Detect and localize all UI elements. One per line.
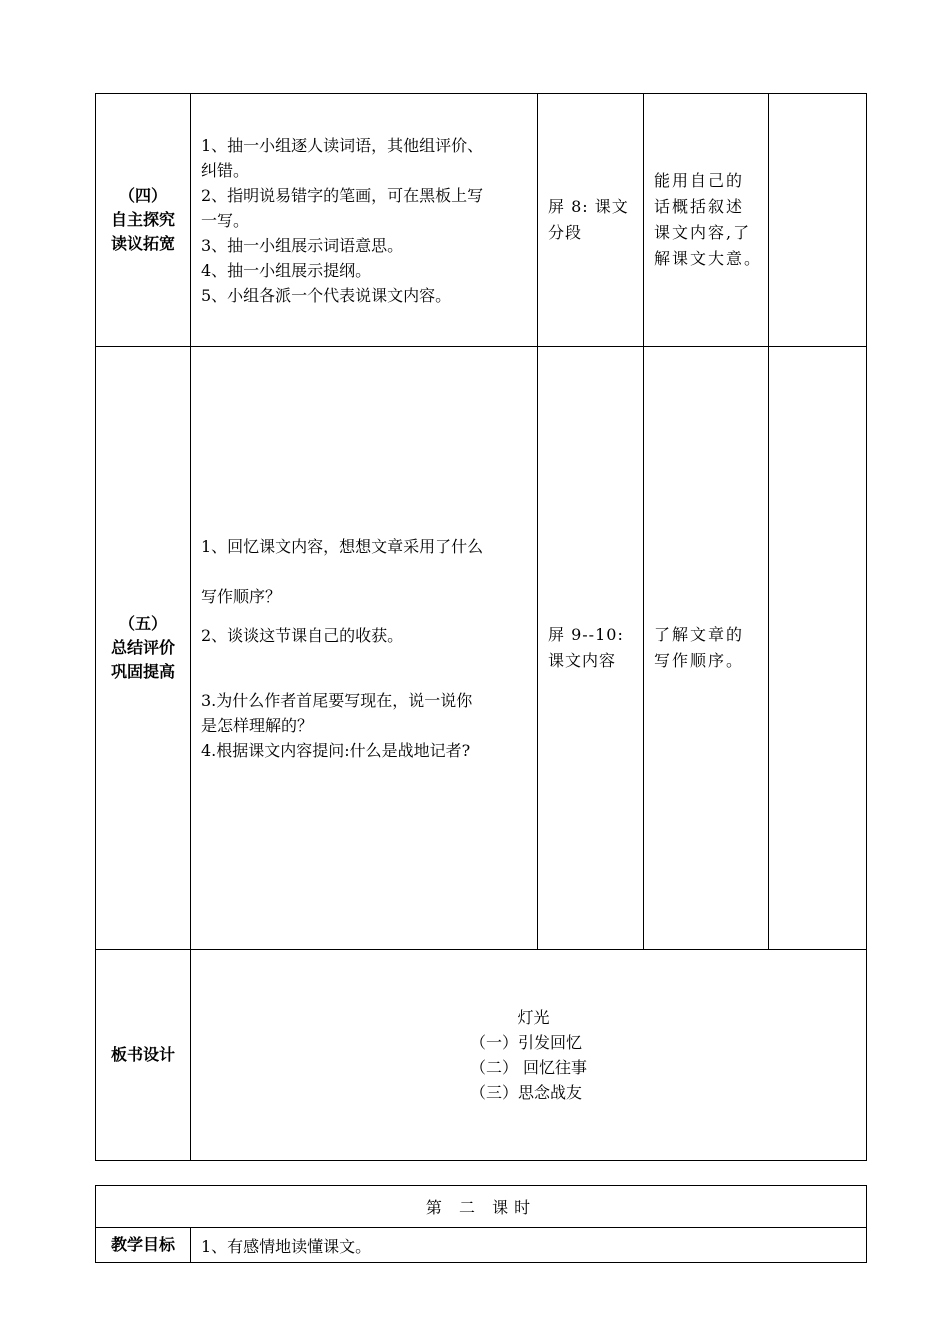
board-items bbox=[470, 1030, 587, 1105]
step-5-line-6: 4.根据课文内容提问:什么是战地记者? bbox=[201, 740, 471, 760]
lesson-2-title-row bbox=[96, 1186, 867, 1228]
lesson-2-goal-text: 1、有感情地读懂课文。 bbox=[191, 1228, 867, 1263]
step-4-line-3: 2、指明说易错字的笔画，可在黑板上写 bbox=[201, 185, 484, 205]
table-row-step-5 bbox=[96, 347, 867, 950]
step-4-line-7: 5、小组各派一个代表说课文内容。 bbox=[201, 285, 452, 305]
lesson-2-title: 第 二 课时 bbox=[96, 1186, 867, 1228]
step-4-label: （四） 自主探究 读议拓宽 bbox=[96, 94, 191, 347]
step-4-line-5: 3、抽一小组展示词语意思。 bbox=[201, 235, 404, 255]
step-5-line-2: 写作顺序？ bbox=[201, 586, 282, 606]
table-row-board-design bbox=[96, 950, 867, 1161]
step-4-line-4: 一写。 bbox=[201, 210, 250, 230]
step-4-line-6: 4、抽一小组展示提纲。 bbox=[201, 260, 372, 280]
board-item-3: （三）思念战友 bbox=[469, 1083, 582, 1102]
board-design-content bbox=[191, 950, 867, 1161]
board-item-1: （一）引发回忆 bbox=[469, 1033, 582, 1052]
step-5-notes bbox=[769, 347, 867, 950]
step-4-screen: 屏 8: 课文 分段 bbox=[538, 94, 644, 347]
step-4-goal: 能用自己的 话概括叙述 课文内容,了 解课文大意。 bbox=[644, 94, 769, 347]
step-4-notes bbox=[769, 94, 867, 347]
step-5-line-5: 是怎样理解的？ bbox=[201, 715, 314, 735]
lesson-plan-table bbox=[95, 93, 867, 1161]
step-5-activities bbox=[191, 347, 538, 950]
step-4-activities bbox=[191, 94, 538, 347]
step-5-goal: 了解文章的 写作顺序。 bbox=[644, 347, 769, 950]
step-5-label: （五） 总结评价 巩固提高 bbox=[96, 347, 191, 950]
step-5-line-4: 3.为什么作者首尾要写现在，说一说你 bbox=[201, 690, 473, 710]
lesson-2-goal-row bbox=[96, 1228, 867, 1263]
board-design-label: 板书设计 bbox=[96, 950, 191, 1161]
step-5-line-3: 2、谈谈这节课自己的收获。 bbox=[201, 625, 404, 645]
step-5-line-1: 1、回忆课文内容，想想文章采用了什么 bbox=[201, 536, 484, 556]
step-4-line-2: 纠错。 bbox=[201, 160, 250, 180]
board-title: 灯光 bbox=[517, 1008, 550, 1027]
step-5-screen: 屏 9--10: 课文内容 bbox=[538, 347, 644, 950]
board-item-2: （二） 回忆往事 bbox=[469, 1058, 588, 1077]
table-row-step-4 bbox=[96, 94, 867, 347]
lesson-2-table bbox=[95, 1185, 867, 1263]
lesson-2-goal-label: 教学目标 bbox=[96, 1228, 191, 1263]
step-4-line-1: 1、抽一小组逐人读词语，其他组评价、 bbox=[201, 135, 484, 155]
